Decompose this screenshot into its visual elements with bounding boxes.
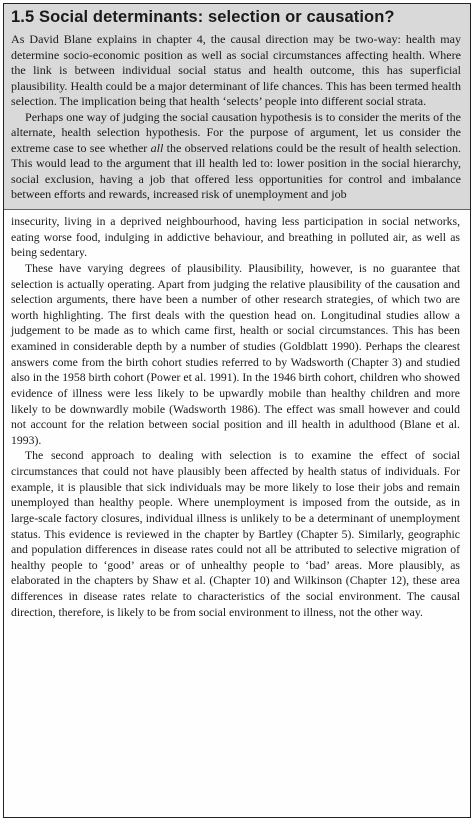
section-title: Social determinants: selection or causation?	[39, 8, 395, 26]
shaded-intro-block	[4, 4, 470, 210]
paragraph-selection-part-2: the observed relations could be the result of health selection. This would lead to the argument that ill health led to: lower position in the social hierarchy, social exclusion, having a job that offered less opportunities for control and imbalance between efforts and rewards, increased risk of unemployment and job	[11, 140, 461, 202]
paragraph-intro: As David Blane explains in chapter 4, the causal direction may be two-way: health may determine socio-economic position as well as social circumstances affecting health. Where the link is between individual social status and health outcome, this has superficial plausibility. Health could be a major determinant of life chances. This has been termed health selection. The implication being that health ‘selects’ people into different social strata.	[11, 32, 461, 109]
section-number: 1.5	[11, 8, 35, 26]
paragraph-continuation: insecurity, living in a deprived neighbourhood, having less participation in social networks, eating worse food, indulging in addictive behaviour, and breathing in polluted air, as well as being sedentary.	[11, 215, 460, 260]
section-heading	[11, 8, 461, 27]
book-page	[3, 3, 471, 818]
paragraph-second-approach: The second approach to dealing with selection is to examine the effect of social circumstances that could not have plausibly been affected by health status of individuals. For example, it is plausible that sick individuals may be more likely to lose their jobs and remain unemployed than healthy people. Where unemployment is imposed from the outside, as in large-scale factory closures, individual illness is unlikely to be a determinant of unemployment status. This evidence is reviewed in the chapter by Bartley (Chapter 5). Similarly, geographic and population differences in disease rates could not all be attributed to selective migration of healthy people to ‘good’ areas or of unhealthy people to ‘bad’ areas. More plausibly, as elaborated in the chapters by Shaw et al. (Chapter 10) and Wilkinson (Chapter 12), these area differences in disease rates relate to characteristics of the social environment. The causal direction, therefore, is likely to be from social environment to illness, not the other way.	[11, 449, 460, 619]
paragraph-selection-hypothesis	[11, 110, 461, 203]
paragraph-plausibility: These have varying degrees of plausibility. Plausibility, however, is no guarantee that selection is actually operating. Apart from judging the relative plausibility of the causation and selection arguments, there have been a number of other research strategies, of which two are worth highlighting. The first deals with the question head on. Longitudinal studies allow a judgement to be made as to which came first, health or social circumstances. This has been examined in considerable depth by a number of studies (Goldblatt 1990). Perhaps the clearest answers come from the birth cohort studies referred to by Wadsworth (Chapter 3) and studied also in the 1958 birth cohort (Power et al. 1991). In the 1946 birth cohort, children who showed evidence of illness were less likely to be upwardly mobile than healthy children and more likely to be downwardly mobile (Wadsworth 1986). The effect was small however and could not account for the relation between social position and ill health in adulthood (Blane et al. 1993).	[11, 261, 460, 447]
emphasis-all: all	[150, 140, 164, 155]
main-text-block	[4, 210, 470, 620]
paragraph-selection-part-1: Perhaps one way of judging the social causation hypothesis is to consider the merits of the alternate, health selection hypothesis. For the purpose of argument, let us consider the extreme case to see whether	[11, 109, 461, 155]
